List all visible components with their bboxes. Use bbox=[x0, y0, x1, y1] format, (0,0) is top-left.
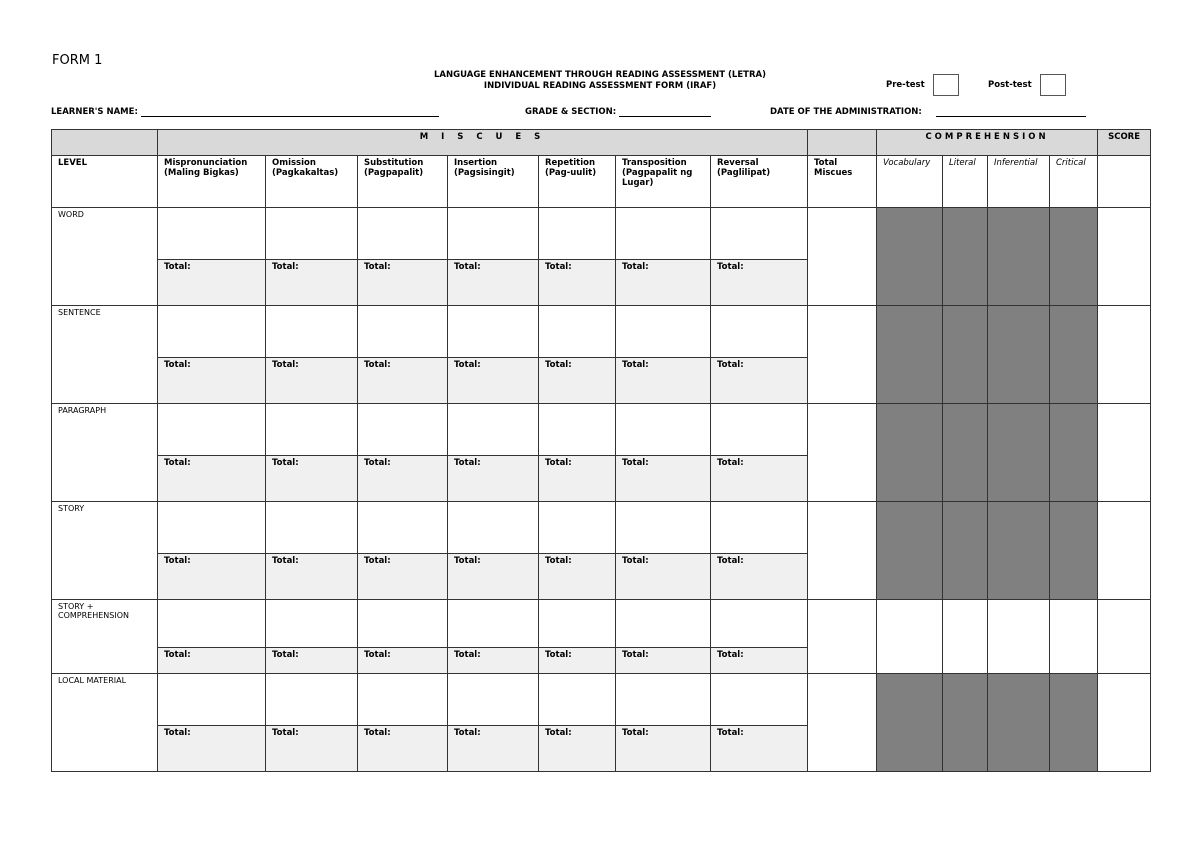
total-cell[interactable]: Total: bbox=[539, 358, 616, 404]
cell-text-line: (Pagpapalit) bbox=[364, 168, 424, 178]
miscue-entry-cell[interactable] bbox=[158, 208, 266, 260]
level-name-cell bbox=[52, 306, 158, 404]
cell-text-line: SENTENCE bbox=[58, 308, 101, 317]
miscue-entry-cell[interactable] bbox=[448, 674, 539, 726]
miscue-entry-cell[interactable] bbox=[358, 674, 448, 726]
score-cell[interactable] bbox=[1098, 404, 1151, 502]
total-cell[interactable]: Total: bbox=[616, 648, 711, 674]
comprehension-cell bbox=[988, 502, 1050, 600]
total-miscues-cell[interactable] bbox=[808, 208, 877, 306]
cell-text-line: Repetition bbox=[545, 158, 596, 168]
comprehension-cell bbox=[943, 674, 988, 772]
miscue-entry-cell[interactable] bbox=[711, 306, 808, 358]
posttest-label: Post-test bbox=[988, 80, 1032, 90]
total-cell[interactable]: Total: bbox=[266, 726, 358, 772]
total-cell[interactable]: Total: bbox=[358, 554, 448, 600]
comprehension-cell bbox=[988, 404, 1050, 502]
score-cell[interactable] bbox=[1098, 208, 1151, 306]
miscue-entry-cell[interactable] bbox=[448, 208, 539, 260]
miscue-entry-cell[interactable] bbox=[358, 404, 448, 456]
miscue-entry-cell[interactable] bbox=[448, 502, 539, 554]
name-input-line[interactable] bbox=[141, 107, 439, 117]
total-cell[interactable]: Total: bbox=[266, 358, 358, 404]
miscue-entry-cell[interactable] bbox=[539, 674, 616, 726]
miscue-entry-cell[interactable] bbox=[266, 600, 358, 648]
cell-text-line: Reversal bbox=[717, 158, 759, 168]
miscue-entry-cell[interactable] bbox=[158, 306, 266, 358]
comprehension-cell bbox=[1050, 306, 1098, 404]
miscue-entry-cell[interactable] bbox=[539, 600, 616, 648]
miscue-entry-cell[interactable] bbox=[448, 600, 539, 648]
total-cell[interactable]: Total: bbox=[358, 726, 448, 772]
cell-text-line: STORY + bbox=[58, 602, 94, 611]
pretest-group bbox=[886, 74, 959, 96]
score-cell[interactable] bbox=[1098, 502, 1151, 600]
form-label: FORM 1 bbox=[52, 53, 103, 68]
cell-text-line: Mispronunciation bbox=[164, 158, 248, 168]
miscue-entry-cell[interactable] bbox=[358, 208, 448, 260]
level-name-cell bbox=[52, 600, 158, 674]
grade-label: GRADE & SECTION: bbox=[525, 107, 617, 117]
total-cell[interactable]: Total: bbox=[158, 726, 266, 772]
miscue-column-header bbox=[711, 156, 808, 208]
total-cell[interactable]: Total: bbox=[266, 648, 358, 674]
title-line-2: INDIVIDUAL READING ASSESSMENT FORM (IRAF) bbox=[483, 81, 717, 91]
total-cell[interactable]: Total: bbox=[266, 260, 358, 306]
cell-text-line: Omission bbox=[272, 158, 316, 168]
score-cell[interactable] bbox=[1098, 674, 1151, 772]
miscue-entry-cell[interactable] bbox=[266, 674, 358, 726]
miscue-entry-cell[interactable] bbox=[539, 404, 616, 456]
cell-text-line: (Pagsisingit) bbox=[454, 168, 515, 178]
level-header: LEVEL bbox=[52, 156, 158, 208]
total-cell[interactable]: Total: bbox=[358, 260, 448, 306]
comprehension-header: COMPREHENSION bbox=[877, 130, 1098, 156]
comprehension-cell[interactable] bbox=[988, 600, 1050, 674]
miscue-entry-cell[interactable] bbox=[158, 404, 266, 456]
miscue-entry-cell[interactable] bbox=[616, 404, 711, 456]
cell-text-line: (Maling Bigkas) bbox=[164, 168, 239, 178]
total-cell[interactable]: Total: bbox=[448, 554, 539, 600]
comprehension-cell bbox=[943, 306, 988, 404]
pretest-label: Pre-test bbox=[886, 80, 925, 90]
cell-text-line: (Pagpapalit ng bbox=[622, 168, 693, 178]
date-label: DATE OF THE ADMINISTRATION: bbox=[770, 107, 922, 117]
total-cell[interactable]: Total: bbox=[711, 726, 808, 772]
comprehension-cell bbox=[877, 674, 943, 772]
cell-text-line: Total bbox=[814, 158, 838, 168]
total-header-blank bbox=[808, 130, 877, 156]
total-cell[interactable]: Total: bbox=[358, 358, 448, 404]
level-name-cell bbox=[52, 208, 158, 306]
miscue-entry-cell[interactable] bbox=[711, 404, 808, 456]
grade-input-line[interactable] bbox=[619, 107, 711, 117]
miscue-entry-cell[interactable] bbox=[616, 502, 711, 554]
comprehension-cell bbox=[988, 208, 1050, 306]
total-cell[interactable]: Total: bbox=[448, 260, 539, 306]
cell-text-line: COMPREHENSION bbox=[58, 611, 129, 620]
cell-text-line: Lugar) bbox=[622, 178, 654, 188]
score-header: SCORE bbox=[1098, 130, 1151, 156]
miscue-entry-cell[interactable] bbox=[266, 306, 358, 358]
total-cell[interactable]: Total: bbox=[158, 648, 266, 674]
score-cell[interactable] bbox=[1098, 600, 1151, 674]
miscue-entry-cell[interactable] bbox=[539, 502, 616, 554]
cell-text-line: PARAGRAPH bbox=[58, 406, 107, 415]
date-field-group bbox=[770, 107, 1086, 117]
comprehension-column-header: Literal bbox=[943, 156, 988, 208]
total-cell[interactable]: Total: bbox=[448, 456, 539, 502]
cell-text-line: Transposition bbox=[622, 158, 687, 168]
posttest-checkbox[interactable] bbox=[1040, 74, 1066, 96]
total-cell[interactable]: Total: bbox=[158, 358, 266, 404]
cell-text-line: Miscues bbox=[814, 168, 853, 178]
total-miscues-cell[interactable] bbox=[808, 404, 877, 502]
miscue-column-header bbox=[539, 156, 616, 208]
title-line-1: LANGUAGE ENHANCEMENT THROUGH READING ASSESSMENT (LETRA) bbox=[434, 70, 766, 80]
score-column-blank bbox=[1098, 156, 1151, 208]
miscue-column-header bbox=[448, 156, 539, 208]
miscue-entry-cell[interactable] bbox=[266, 502, 358, 554]
comprehension-cell bbox=[988, 674, 1050, 772]
grade-field-group bbox=[525, 107, 711, 117]
level-name-cell bbox=[52, 404, 158, 502]
cell-text-line: (Pag-uulit) bbox=[545, 168, 597, 178]
miscue-entry-cell[interactable] bbox=[711, 674, 808, 726]
total-cell[interactable]: Total: bbox=[539, 554, 616, 600]
total-cell[interactable]: Total: bbox=[158, 554, 266, 600]
miscue-entry-cell[interactable] bbox=[358, 600, 448, 648]
miscue-column-header bbox=[616, 156, 711, 208]
total-cell[interactable]: Total: bbox=[616, 726, 711, 772]
total-cell[interactable]: Total: bbox=[539, 260, 616, 306]
total-cell[interactable]: Total: bbox=[448, 726, 539, 772]
miscue-entry-cell[interactable] bbox=[539, 208, 616, 260]
total-cell[interactable]: Total: bbox=[711, 554, 808, 600]
cell-text-line: (Pagkakaltas) bbox=[272, 168, 339, 178]
miscue-entry-cell[interactable] bbox=[266, 208, 358, 260]
comprehension-cell bbox=[1050, 404, 1098, 502]
total-cell[interactable]: Total: bbox=[266, 456, 358, 502]
miscue-entry-cell[interactable] bbox=[616, 600, 711, 648]
total-cell[interactable]: Total: bbox=[711, 358, 808, 404]
total-miscues-cell[interactable] bbox=[808, 306, 877, 404]
comprehension-cell bbox=[877, 208, 943, 306]
total-cell[interactable]: Total: bbox=[539, 648, 616, 674]
date-input-line[interactable] bbox=[936, 107, 1086, 117]
total-cell[interactable]: Total: bbox=[158, 260, 266, 306]
miscue-entry-cell[interactable] bbox=[711, 600, 808, 648]
comprehension-cell bbox=[877, 502, 943, 600]
miscue-entry-cell[interactable] bbox=[358, 306, 448, 358]
total-miscues-header bbox=[808, 156, 877, 208]
cell-text-line: Substitution bbox=[364, 158, 424, 168]
comprehension-cell[interactable] bbox=[1050, 600, 1098, 674]
comprehension-cell bbox=[943, 208, 988, 306]
total-miscues-cell[interactable] bbox=[808, 674, 877, 772]
total-cell[interactable]: Total: bbox=[539, 726, 616, 772]
miscue-column-header bbox=[358, 156, 448, 208]
posttest-group bbox=[988, 74, 1066, 96]
miscue-entry-cell[interactable] bbox=[158, 674, 266, 726]
miscue-entry-cell[interactable] bbox=[266, 404, 358, 456]
comprehension-cell bbox=[943, 502, 988, 600]
total-miscues-cell[interactable] bbox=[808, 502, 877, 600]
miscue-entry-cell[interactable] bbox=[539, 306, 616, 358]
total-cell[interactable]: Total: bbox=[448, 358, 539, 404]
total-cell[interactable]: Total: bbox=[616, 554, 711, 600]
comprehension-cell bbox=[877, 306, 943, 404]
comprehension-column-header: Vocabulary bbox=[877, 156, 943, 208]
comprehension-cell[interactable] bbox=[943, 600, 988, 674]
comprehension-cell[interactable] bbox=[877, 600, 943, 674]
miscue-entry-cell[interactable] bbox=[448, 306, 539, 358]
comprehension-column-header: Critical bbox=[1050, 156, 1098, 208]
total-cell[interactable]: Total: bbox=[616, 456, 711, 502]
total-cell[interactable]: Total: bbox=[616, 260, 711, 306]
level-name-cell bbox=[52, 674, 158, 772]
total-cell[interactable]: Total: bbox=[266, 554, 358, 600]
total-cell[interactable]: Total: bbox=[711, 260, 808, 306]
comprehension-cell bbox=[1050, 208, 1098, 306]
miscue-entry-cell[interactable] bbox=[358, 502, 448, 554]
total-miscues-cell[interactable] bbox=[808, 600, 877, 674]
total-cell[interactable]: Total: bbox=[616, 358, 711, 404]
total-cell[interactable]: Total: bbox=[358, 648, 448, 674]
miscue-entry-cell[interactable] bbox=[616, 208, 711, 260]
cell-text-line: WORD bbox=[58, 210, 84, 219]
miscue-entry-cell[interactable] bbox=[158, 502, 266, 554]
comprehension-cell bbox=[1050, 674, 1098, 772]
miscue-entry-cell[interactable] bbox=[711, 502, 808, 554]
miscue-entry-cell[interactable] bbox=[616, 306, 711, 358]
miscues-header: M I S C U E S bbox=[158, 130, 808, 156]
assessment-table bbox=[51, 129, 1151, 772]
miscue-column-header bbox=[158, 156, 266, 208]
comprehension-cell bbox=[988, 306, 1050, 404]
total-cell[interactable]: Total: bbox=[539, 456, 616, 502]
name-label: LEARNER'S NAME: bbox=[51, 107, 138, 117]
total-cell[interactable]: Total: bbox=[711, 648, 808, 674]
cell-text-line: LOCAL MATERIAL bbox=[58, 676, 127, 685]
miscue-entry-cell[interactable] bbox=[448, 404, 539, 456]
comprehension-cell bbox=[1050, 502, 1098, 600]
form-title bbox=[380, 70, 820, 92]
corner-cell bbox=[52, 130, 158, 156]
comprehension-cell bbox=[943, 404, 988, 502]
total-cell[interactable]: Total: bbox=[711, 456, 808, 502]
pretest-checkbox[interactable] bbox=[933, 74, 959, 96]
total-cell[interactable]: Total: bbox=[448, 648, 539, 674]
name-field-group bbox=[51, 107, 439, 117]
cell-text-line: STORY bbox=[58, 504, 85, 513]
cell-text-line: (Paglilipat) bbox=[717, 168, 771, 178]
miscue-entry-cell[interactable] bbox=[711, 208, 808, 260]
comprehension-column-header: Inferential bbox=[988, 156, 1050, 208]
miscue-column-header bbox=[266, 156, 358, 208]
total-cell[interactable]: Total: bbox=[158, 456, 266, 502]
miscue-entry-cell[interactable] bbox=[158, 600, 266, 648]
total-cell[interactable]: Total: bbox=[358, 456, 448, 502]
score-cell[interactable] bbox=[1098, 306, 1151, 404]
cell-text-line: Insertion bbox=[454, 158, 498, 168]
miscue-entry-cell[interactable] bbox=[616, 674, 711, 726]
level-name-cell bbox=[52, 502, 158, 600]
comprehension-cell bbox=[877, 404, 943, 502]
